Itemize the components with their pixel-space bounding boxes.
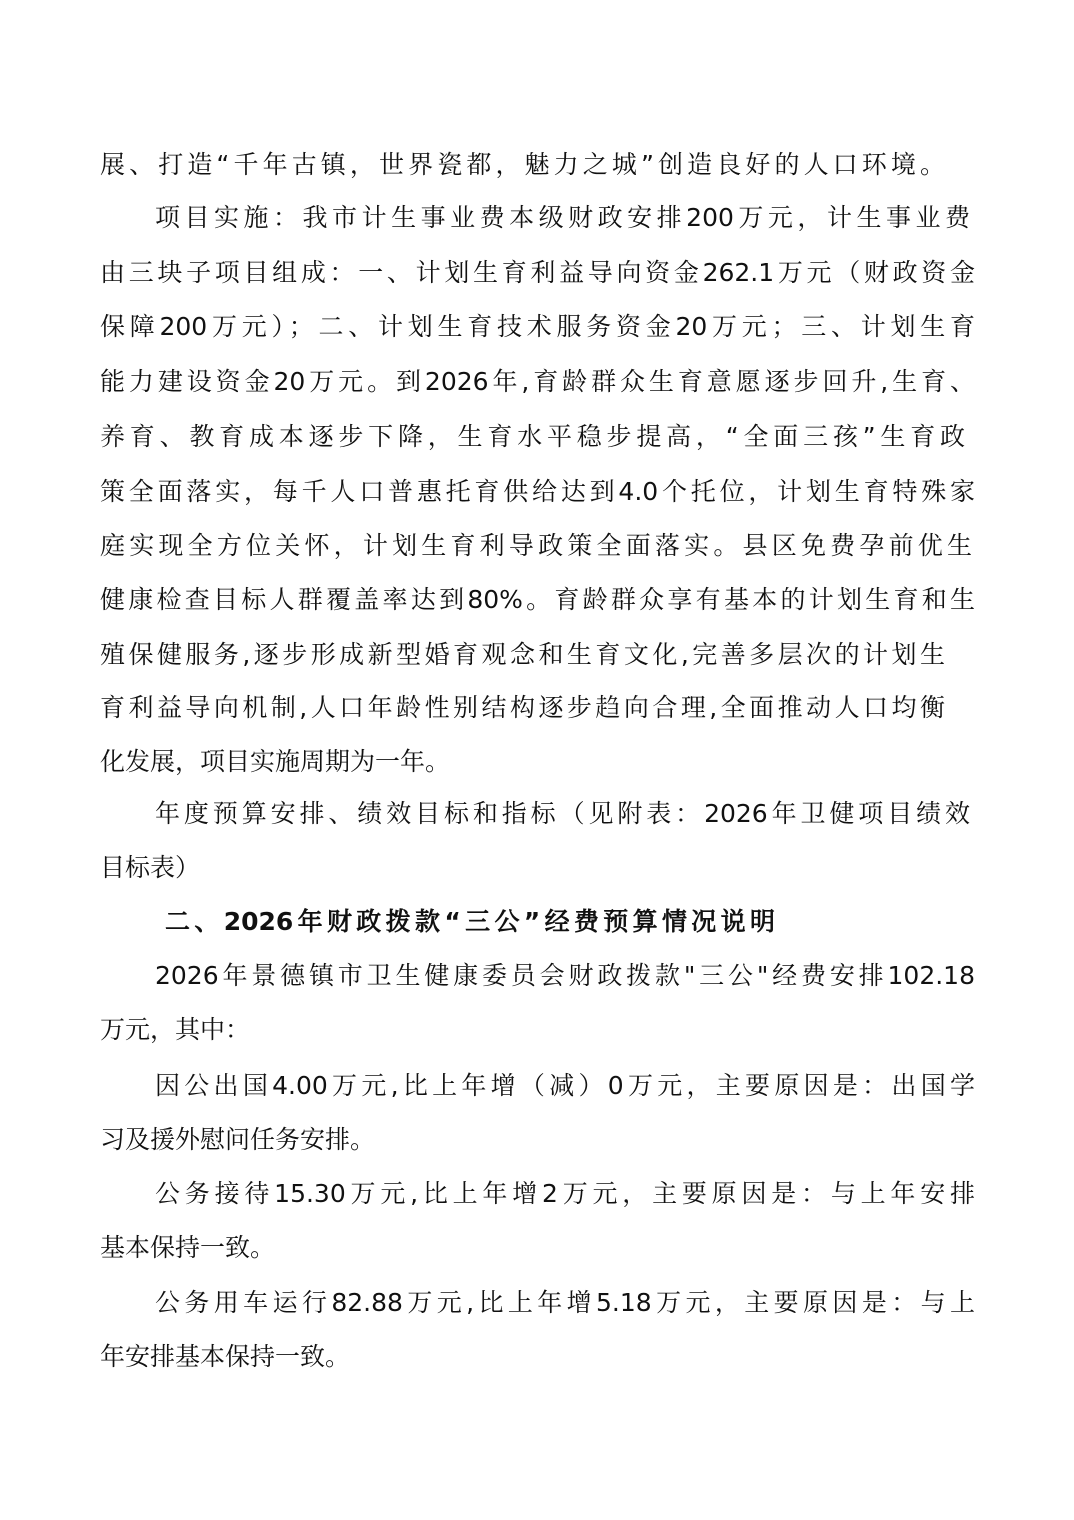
paragraph-line: 庭实现全方位关怀，计划生育利导政策全面落实。县区免费孕前优生 bbox=[100, 531, 972, 560]
paragraph-line: 保障200万元）；二、计划生育技术服务资金20万元；三、计划生育 bbox=[100, 312, 975, 341]
paragraph-line: 项目实施：我市计生事业费本级财政安排200万元，计生事业费 bbox=[155, 203, 970, 232]
paragraph-line: 化发展，项目实施周期为一年。 bbox=[100, 747, 451, 776]
section-heading: 二、2026年财政拨款“三公”经费预算情况说明 bbox=[165, 907, 775, 936]
paragraph-line: 能力建设资金20万元。到2026年,育龄群众生育意愿逐步回升,生育、 bbox=[100, 367, 975, 396]
paragraph-line: 育利益导向机制,人口年龄性别结构逐步趋向合理,全面推动人口均衡 bbox=[100, 693, 945, 722]
paragraph-line: 殖保健服务,逐步形成新型婚育观念和生育文化,完善多层次的计划生 bbox=[100, 640, 945, 669]
paragraph-line: 习及援外慰问任务安排。 bbox=[100, 1125, 376, 1154]
paragraph-line: 策全面落实，每千人口普惠托育供给达到4.0个托位，计划生育特殊家 bbox=[100, 477, 975, 506]
paragraph-line: 年度预算安排、绩效目标和指标（见附表：2026年卫健项目绩效 bbox=[155, 799, 970, 828]
paragraph-line: 展、打造“千年古镇，世界瓷都，魅力之城”创造良好的人口环境。 bbox=[100, 150, 945, 179]
paragraph-line: 公务用车运行82.88万元,比上年增5.18万元，主要原因是：与上 bbox=[155, 1288, 975, 1317]
paragraph-line: 因公出国4.00万元,比上年增（减）0万元，主要原因是：出国学 bbox=[155, 1071, 975, 1100]
paragraph-line: 由三块子项目组成：一、计划生育利益导向资金262.1万元（财政资金 bbox=[100, 258, 975, 287]
paragraph-line: 养育、教育成本逐步下降，生育水平稳步提高，“全面三孩”生育政 bbox=[100, 422, 965, 451]
paragraph-line: 目标表） bbox=[100, 853, 201, 882]
paragraph-line: 公务接待15.30万元,比上年增2万元，主要原因是：与上年安排 bbox=[155, 1179, 975, 1208]
paragraph-line: 万元，其中： bbox=[100, 1015, 251, 1044]
paragraph-line: 2026年景德镇市卫生健康委员会财政拨款"三公"经费安排102.18 bbox=[155, 961, 975, 990]
paragraph-line: 基本保持一致。 bbox=[100, 1233, 276, 1262]
paragraph-line: 年安排基本保持一致。 bbox=[100, 1342, 351, 1371]
paragraph-line: 健康检查目标人群覆盖率达到80%。育龄群众享有基本的计划生育和生 bbox=[100, 585, 975, 614]
